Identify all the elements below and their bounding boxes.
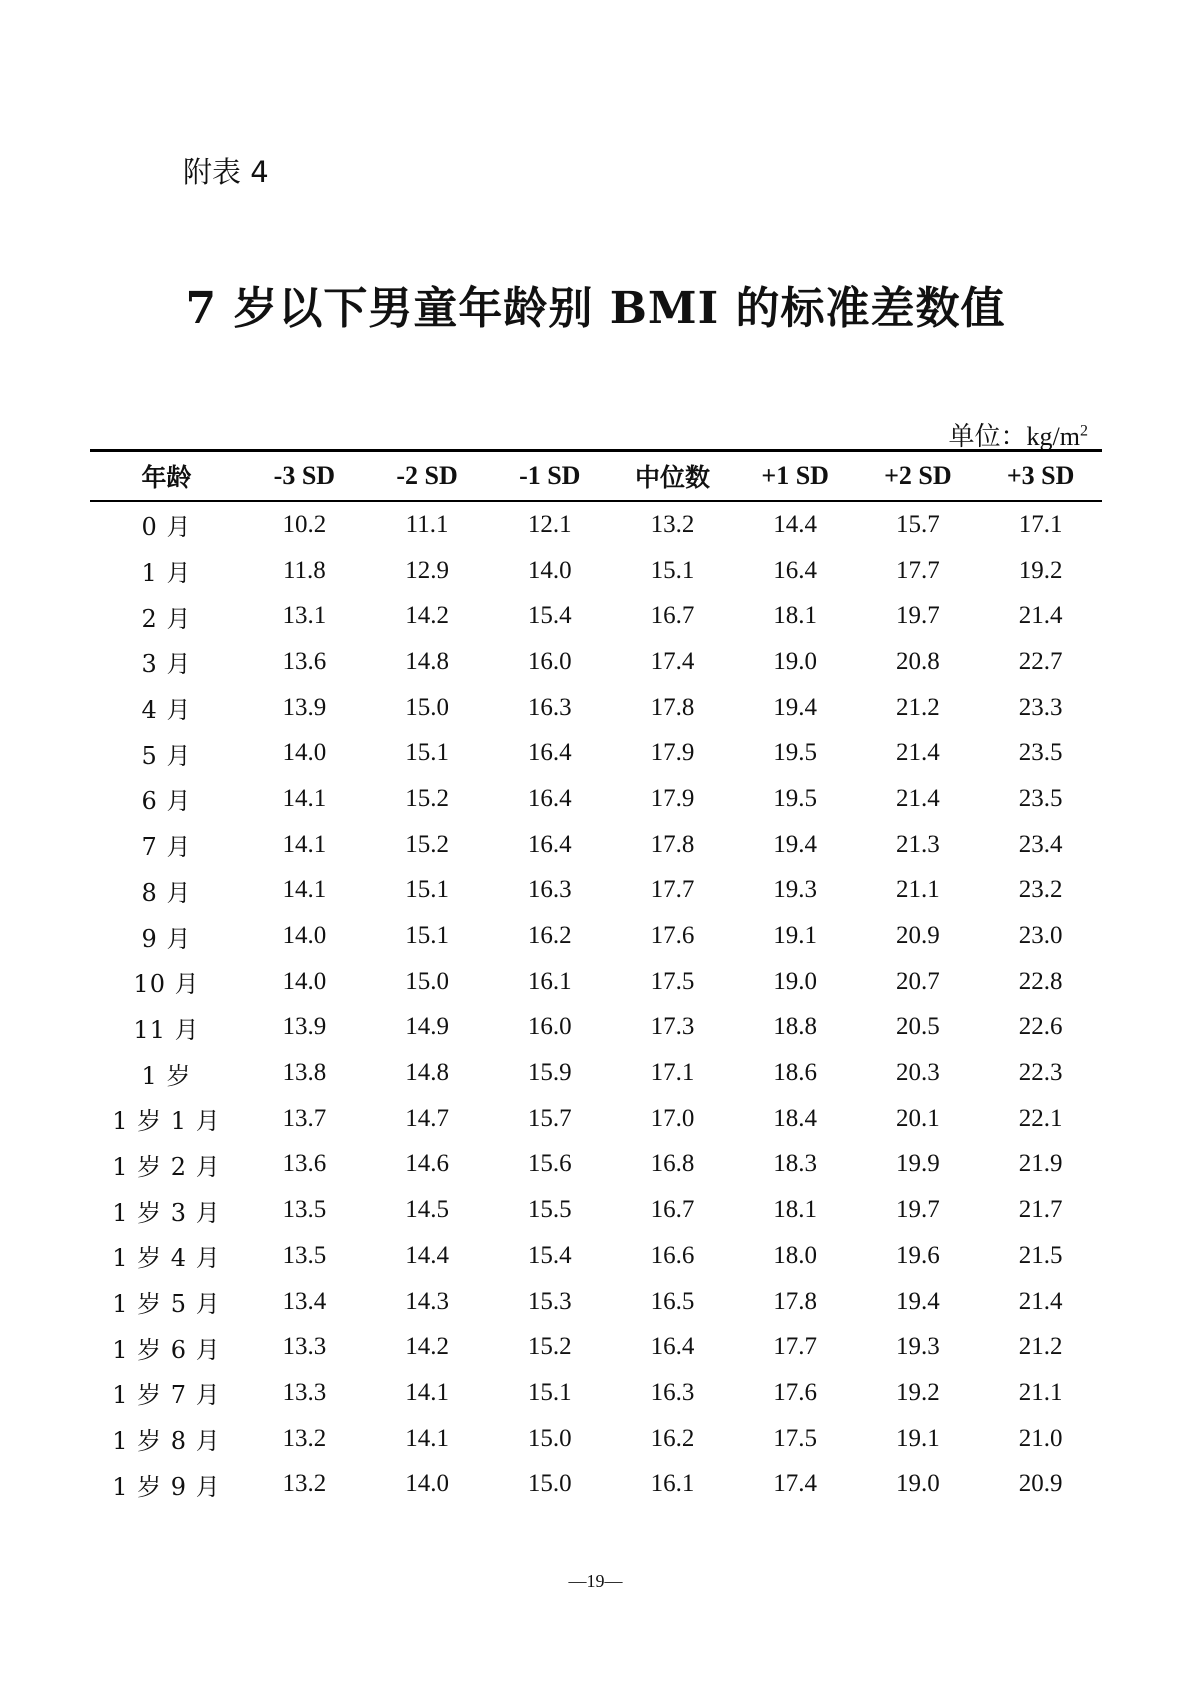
value-cell: 16.4 — [527, 830, 572, 858]
value-cell: 15.2 — [527, 1333, 572, 1361]
age-cell: 6 月 — [141, 787, 192, 816]
header-minus3sd: -3 SD — [243, 451, 366, 502]
value-cell: 21.5 — [1018, 1241, 1063, 1269]
header-plus2sd: +2 SD — [857, 451, 980, 502]
value-cell: 17.4 — [773, 1470, 818, 1498]
header-minus1sd: -1 SD — [488, 451, 611, 502]
value-cell: 14.8 — [405, 647, 449, 675]
value-cell: 18.1 — [773, 1196, 818, 1224]
value-cell: 14.4 — [773, 510, 818, 538]
age-cell: 1 岁 7 月 — [112, 1381, 221, 1410]
unit-text: 单位：kg/m — [948, 422, 1080, 451]
value-cell: 17.7 — [896, 556, 940, 584]
value-cell: 15.1 — [527, 1378, 572, 1406]
table-row — [90, 913, 1102, 959]
value-cell: 16.4 — [650, 1333, 695, 1361]
value-cell: 15.0 — [405, 967, 449, 995]
value-cell: 14.0 — [405, 1470, 449, 1498]
value-cell: 21.2 — [1018, 1333, 1063, 1361]
value-cell: 18.6 — [773, 1059, 818, 1087]
age-cell: 1 岁 6 月 — [112, 1335, 221, 1364]
value-cell: 17.5 — [650, 967, 695, 995]
value-cell: 13.8 — [282, 1059, 327, 1087]
age-cell: 7 月 — [141, 833, 192, 862]
value-cell: 17.7 — [773, 1333, 818, 1361]
age-cell: 1 岁 2 月 — [112, 1152, 221, 1181]
table-row — [90, 548, 1102, 594]
value-cell: 15.1 — [405, 739, 449, 767]
value-cell: 19.4 — [773, 693, 818, 721]
value-cell: 19.0 — [896, 1470, 940, 1498]
value-cell: 18.8 — [773, 1013, 818, 1041]
value-cell: 13.1 — [282, 602, 327, 630]
value-cell: 16.0 — [527, 1013, 572, 1041]
value-cell: 17.3 — [650, 1013, 695, 1041]
value-cell: 15.3 — [527, 1287, 572, 1315]
value-cell: 19.5 — [773, 739, 818, 767]
value-cell: 17.0 — [650, 1104, 695, 1132]
table-body — [90, 501, 1102, 1507]
header-plus1sd: +1 SD — [734, 451, 857, 502]
value-cell: 19.7 — [896, 1196, 940, 1224]
value-cell: 15.4 — [527, 602, 572, 630]
value-cell: 14.5 — [405, 1196, 449, 1224]
value-cell: 17.8 — [650, 693, 695, 721]
value-cell: 22.7 — [1018, 647, 1063, 675]
value-cell: 15.0 — [527, 1424, 572, 1452]
value-cell: 18.3 — [773, 1150, 818, 1178]
header-age: 年龄 — [90, 451, 243, 502]
value-cell: 19.2 — [1018, 556, 1063, 584]
value-cell: 17.5 — [773, 1424, 818, 1452]
value-cell: 13.3 — [282, 1378, 327, 1406]
age-cell: 1 岁 — [141, 1061, 192, 1090]
value-cell: 15.0 — [527, 1470, 572, 1498]
value-cell: 23.2 — [1018, 876, 1063, 904]
value-cell: 23.5 — [1018, 739, 1063, 767]
value-cell: 15.4 — [527, 1241, 572, 1269]
value-cell: 18.0 — [773, 1241, 818, 1269]
value-cell: 14.6 — [405, 1150, 449, 1178]
value-cell: 18.4 — [773, 1104, 818, 1132]
table-row — [90, 685, 1102, 731]
value-cell: 14.1 — [282, 876, 327, 904]
value-cell: 15.9 — [527, 1059, 572, 1087]
value-cell: 16.5 — [650, 1287, 695, 1315]
value-cell: 21.4 — [1018, 1287, 1063, 1315]
value-cell: 13.7 — [282, 1104, 327, 1132]
table-row — [90, 1050, 1102, 1096]
unit-superscript: 2 — [1080, 422, 1088, 440]
value-cell: 21.4 — [896, 739, 940, 767]
value-cell: 13.2 — [282, 1424, 327, 1452]
table-row — [90, 776, 1102, 822]
value-cell: 17.9 — [650, 739, 695, 767]
value-cell: 14.8 — [405, 1059, 449, 1087]
age-cell: 0 月 — [141, 513, 192, 542]
value-cell: 22.6 — [1018, 1013, 1063, 1041]
value-cell: 15.1 — [405, 922, 449, 950]
value-cell: 17.1 — [650, 1059, 695, 1087]
table-row — [90, 1370, 1102, 1416]
page-number: —19— — [568, 1571, 623, 1591]
value-cell: 16.1 — [527, 967, 572, 995]
value-cell: 15.7 — [896, 510, 940, 538]
value-cell: 11.1 — [405, 510, 449, 538]
value-cell: 23.5 — [1018, 784, 1063, 812]
age-cell: 1 岁 4 月 — [112, 1244, 221, 1273]
value-cell: 19.3 — [773, 876, 818, 904]
value-cell: 14.1 — [405, 1378, 449, 1406]
value-cell: 17.1 — [1018, 510, 1063, 538]
table-row — [90, 1096, 1102, 1142]
value-cell: 13.9 — [282, 693, 327, 721]
value-cell: 16.2 — [527, 922, 572, 950]
value-cell: 21.2 — [896, 693, 940, 721]
value-cell: 22.3 — [1018, 1059, 1063, 1087]
value-cell: 14.1 — [282, 830, 327, 858]
value-cell: 16.0 — [527, 647, 572, 675]
value-cell: 15.2 — [405, 784, 449, 812]
age-cell: 10 月 — [133, 970, 200, 999]
table-row — [90, 730, 1102, 776]
value-cell: 21.7 — [1018, 1196, 1063, 1224]
value-cell: 17.8 — [773, 1287, 818, 1315]
age-cell: 1 岁 1 月 — [112, 1107, 221, 1136]
age-cell: 3 月 — [141, 650, 192, 679]
table-row — [90, 1233, 1102, 1279]
value-cell: 15.0 — [405, 693, 449, 721]
value-cell: 21.9 — [1018, 1150, 1063, 1178]
value-cell: 23.0 — [1018, 922, 1063, 950]
value-cell: 16.4 — [527, 739, 572, 767]
value-cell: 15.6 — [527, 1150, 572, 1178]
value-cell: 19.2 — [896, 1378, 940, 1406]
value-cell: 15.5 — [527, 1196, 572, 1224]
value-cell: 14.1 — [405, 1424, 449, 1452]
age-cell: 1 岁 8 月 — [112, 1427, 221, 1456]
table-row — [90, 501, 1102, 548]
value-cell: 13.5 — [282, 1241, 327, 1269]
table-row — [90, 1461, 1102, 1507]
value-cell: 15.2 — [405, 830, 449, 858]
table-row — [90, 639, 1102, 685]
age-cell: 1 岁 9 月 — [112, 1472, 221, 1501]
age-cell: 11 月 — [133, 1015, 200, 1044]
value-cell: 13.2 — [650, 510, 695, 538]
value-cell: 13.3 — [282, 1333, 327, 1361]
unit-label — [949, 416, 1088, 453]
value-cell: 13.9 — [282, 1013, 327, 1041]
value-cell: 17.6 — [650, 922, 695, 950]
page-title: 7 岁以下男童年龄别 BMI 的标准差数值 — [185, 283, 1006, 334]
value-cell: 13.6 — [282, 1150, 327, 1178]
age-cell: 2 月 — [141, 604, 192, 633]
value-cell: 16.6 — [650, 1241, 695, 1269]
age-cell: 9 月 — [141, 924, 192, 953]
value-cell: 20.8 — [896, 647, 940, 675]
value-cell: 19.5 — [773, 784, 818, 812]
value-cell: 14.2 — [405, 1333, 449, 1361]
age-cell: 8 月 — [141, 878, 192, 907]
table-row — [90, 1324, 1102, 1370]
value-cell: 19.0 — [773, 967, 818, 995]
value-cell: 19.7 — [896, 602, 940, 630]
value-cell: 17.6 — [773, 1378, 818, 1406]
value-cell: 19.3 — [896, 1333, 940, 1361]
table-row — [90, 1187, 1102, 1233]
value-cell: 23.3 — [1018, 693, 1063, 721]
value-cell: 18.1 — [773, 602, 818, 630]
value-cell: 20.7 — [896, 967, 940, 995]
age-cell: 5 月 — [141, 741, 192, 770]
value-cell: 19.6 — [896, 1241, 940, 1269]
value-cell: 14.2 — [405, 602, 449, 630]
value-cell: 23.4 — [1018, 830, 1063, 858]
value-cell: 14.7 — [405, 1104, 449, 1132]
table-row — [90, 1416, 1102, 1462]
value-cell: 21.3 — [896, 830, 940, 858]
value-cell: 15.7 — [527, 1104, 572, 1132]
table-row — [90, 959, 1102, 1005]
header-plus3sd: +3 SD — [979, 451, 1102, 502]
value-cell: 19.0 — [773, 647, 818, 675]
value-cell: 17.4 — [650, 647, 695, 675]
value-cell: 20.9 — [896, 922, 940, 950]
value-cell: 21.4 — [1018, 602, 1063, 630]
value-cell: 19.9 — [896, 1150, 940, 1178]
value-cell: 14.9 — [405, 1013, 449, 1041]
value-cell: 16.2 — [650, 1424, 695, 1452]
value-cell: 19.4 — [896, 1287, 940, 1315]
value-cell: 16.8 — [650, 1150, 695, 1178]
value-cell: 20.9 — [1018, 1470, 1063, 1498]
age-cell: 4 月 — [141, 696, 192, 725]
table-row — [90, 822, 1102, 868]
value-cell: 10.2 — [282, 510, 327, 538]
value-cell: 16.7 — [650, 1196, 695, 1224]
value-cell: 21.4 — [896, 784, 940, 812]
value-cell: 19.1 — [896, 1424, 940, 1452]
value-cell: 13.4 — [282, 1287, 327, 1315]
value-cell: 17.9 — [650, 784, 695, 812]
value-cell: 14.0 — [527, 556, 572, 584]
age-cell: 1 岁 5 月 — [112, 1290, 221, 1319]
value-cell: 20.3 — [896, 1059, 940, 1087]
value-cell: 16.3 — [527, 693, 572, 721]
value-cell: 20.1 — [896, 1104, 940, 1132]
value-cell: 19.4 — [773, 830, 818, 858]
age-cell: 1 岁 3 月 — [112, 1198, 221, 1227]
value-cell: 14.3 — [405, 1287, 449, 1315]
table-header-row — [90, 451, 1102, 502]
table-row — [90, 1005, 1102, 1051]
value-cell: 13.5 — [282, 1196, 327, 1224]
value-cell: 20.5 — [896, 1013, 940, 1041]
value-cell: 15.1 — [405, 876, 449, 904]
table-row — [90, 593, 1102, 639]
value-cell: 16.1 — [650, 1470, 695, 1498]
value-cell: 13.2 — [282, 1470, 327, 1498]
appendix-label: 附表 4 — [183, 155, 269, 189]
table-row — [90, 1142, 1102, 1188]
value-cell: 21.1 — [896, 876, 940, 904]
value-cell: 16.3 — [527, 876, 572, 904]
value-cell: 16.4 — [527, 784, 572, 812]
value-cell: 14.0 — [282, 739, 327, 767]
value-cell: 22.1 — [1018, 1104, 1063, 1132]
value-cell: 22.8 — [1018, 967, 1063, 995]
header-median: 中位数 — [611, 451, 734, 502]
value-cell: 12.1 — [527, 510, 572, 538]
table-row — [90, 868, 1102, 914]
value-cell: 14.0 — [282, 967, 327, 995]
value-cell: 11.8 — [282, 556, 326, 584]
value-cell: 14.4 — [405, 1241, 449, 1269]
value-cell: 21.1 — [1018, 1378, 1063, 1406]
value-cell: 16.3 — [650, 1378, 695, 1406]
value-cell: 21.0 — [1018, 1424, 1063, 1452]
value-cell: 13.6 — [282, 647, 327, 675]
value-cell: 19.1 — [773, 922, 818, 950]
value-cell: 12.9 — [405, 556, 449, 584]
age-cell: 1 月 — [141, 559, 192, 588]
header-minus2sd: -2 SD — [366, 451, 489, 502]
bmi-sd-table — [90, 449, 1102, 1507]
value-cell: 17.8 — [650, 830, 695, 858]
value-cell: 15.1 — [650, 556, 695, 584]
value-cell: 16.4 — [773, 556, 818, 584]
value-cell: 14.1 — [282, 784, 327, 812]
table-row — [90, 1279, 1102, 1325]
value-cell: 14.0 — [282, 922, 327, 950]
value-cell: 16.7 — [650, 602, 695, 630]
value-cell: 17.7 — [650, 876, 695, 904]
